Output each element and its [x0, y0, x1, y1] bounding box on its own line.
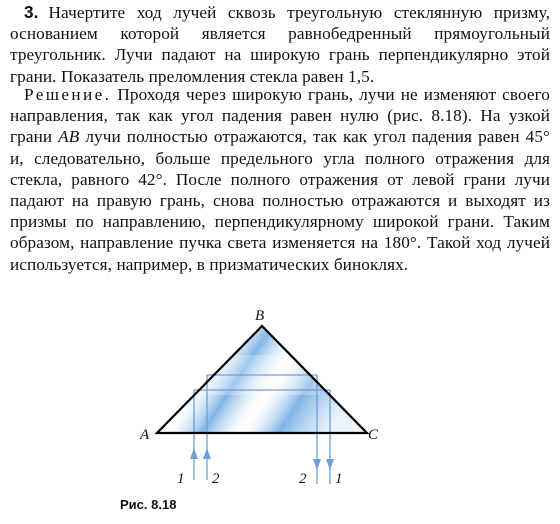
arrow-down-icon — [326, 459, 334, 470]
problem-number: 3. — [24, 2, 39, 22]
ray-label-right-1: 1 — [335, 471, 343, 487]
ray-label-left-1: 1 — [177, 471, 185, 487]
ray-label-left-2: 2 — [212, 471, 220, 487]
light-beam — [150, 320, 375, 440]
figure-caption: Рис. 8.18 — [120, 497, 177, 512]
ray-label-right-2: 2 — [299, 471, 307, 487]
solution-edge-label: AB — [58, 127, 80, 147]
vertex-b-label: B — [255, 308, 265, 324]
vertex-c-label: C — [368, 427, 379, 443]
arrow-up-icon — [203, 448, 211, 459]
problem-text: Начертите ход лучей сквозь треугольную стеклянную призму, основанием которой является равнобедренный прямоугольный треугольник. Лучи падают на широкую грань перпендикулярно этой грани. Показатель преломления стекла равен 1,5. — [10, 3, 550, 86]
solution-text-part2: лучи полностью отражаются, так как угол падения равен 45° и, следовательно, больше предельного угла полного отражения для стекла, равного 42°. После полного отражения от левой грани лучи падают на правую грань, снова полностью отражаются и выходят из призмы по направлению, перпендикулярному широкой грани. Таким образом, направление пучка света изменяется на 180°. Такой ход лучей используется, например, в призматических биноклях. — [10, 127, 550, 274]
ray-arrows — [190, 448, 334, 470]
vertex-a-label: A — [140, 427, 150, 443]
arrow-down-icon — [313, 459, 321, 470]
solution-lead: Решение. — [24, 85, 112, 104]
solution-text-part1: Проходя через широкую грань, лучи не изменяют своего направления, так как угол падения равен нулю (рис. 8.18). На узкой грани — [10, 85, 550, 147]
arrow-up-icon — [190, 448, 198, 459]
